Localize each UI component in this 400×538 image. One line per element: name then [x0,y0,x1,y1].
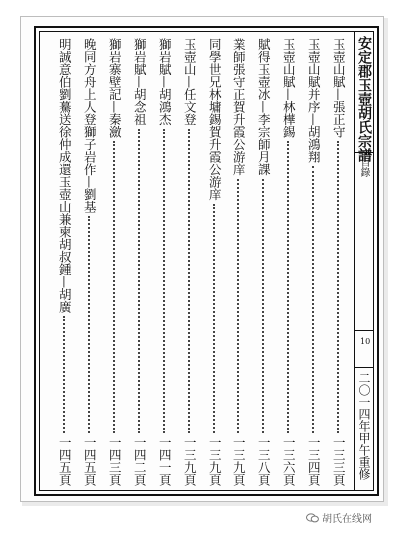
toc-entry [152,38,176,486]
toc-entry-page: 一四三頁 [107,436,123,486]
genealogy-title: 安定郡玉壺胡氏宗譜 [356,36,372,162]
dot-leader [138,129,140,434]
dot-leader [237,179,239,434]
toc-entry-title: 明誠意伯劉驀送徐仲成還玉壺山兼柬胡叔鍾—胡廣 [57,38,73,313]
toc-entry-page: 一三九頁 [182,436,198,486]
dot-leader [113,141,115,433]
toc-entry-title: 晚同方舟上人登獅子岩作—劉基 [82,38,98,213]
toc-entry-title: 玉壺山賦并序—胡鴻翔 [306,38,322,163]
banner-divider [354,330,373,331]
dot-leader [287,141,289,433]
toc-entry [177,38,201,486]
toc-entry-title: 玉壺山—任文登 [182,38,198,126]
toc-entry [251,38,275,486]
toc-entry-page: 一三九頁 [231,436,247,486]
dot-leader [163,129,165,434]
toc-entry-page: 一四五頁 [57,436,73,486]
toc-entry-title: 獅岩賦—胡鴻杰 [157,38,173,126]
dot-leader [63,316,65,433]
toc-entry [102,38,126,486]
wechat-icon [306,513,319,523]
toc-entry-title: 賦得玉壺冰—李宗師月課 [256,38,272,176]
page-number: 10 [360,337,371,346]
edition-note: 二〇一四年甲午重修 [357,372,371,480]
toc-entry-page: 一三三頁 [331,436,347,486]
dot-leader [312,166,314,433]
chapter-label: 目錄 [358,157,369,177]
toc-entry-page: 一四五頁 [82,436,98,486]
toc-entry [202,38,226,486]
toc-entry-page: 一四二頁 [132,436,148,486]
toc-entry-page: 一四一頁 [157,436,173,486]
toc-entry-page: 一三九頁 [207,436,223,486]
watermark-text: 胡氏在线网 [322,514,372,525]
toc-entry [127,38,151,486]
toc-entry-title: 玉壺山賦—林樺錫 [281,38,297,138]
toc-entry-page: 一三四頁 [306,436,322,486]
toc-entry [52,38,76,486]
toc-entry-title: 獅岩賦—胡念祖 [132,38,148,126]
toc-entry-page: 一三八頁 [256,436,272,486]
toc-entry [301,38,325,486]
toc-entry [77,38,101,486]
dot-leader [88,216,90,433]
watermark [306,510,372,525]
banner-divider [354,152,373,153]
toc-entry-page: 一三六頁 [281,436,297,486]
toc-entry-title: 同學世兄林墉錫賀升霞公游庠 [207,38,223,201]
banner-divider [354,367,373,368]
toc-entry [276,38,300,486]
dot-leader [337,141,339,433]
toc-entry [226,38,250,486]
toc-entry-title: 獅岩寨壁記—秦瀲 [107,38,123,138]
toc-entry-title: 玉壺山賦—張正守 [331,38,347,138]
dot-leader [213,204,215,434]
dot-leader [188,129,190,434]
dot-leader [262,179,264,434]
toc-entry [326,38,350,486]
toc-entry-title: 業師張守正賀升霞公游庠 [231,38,247,176]
